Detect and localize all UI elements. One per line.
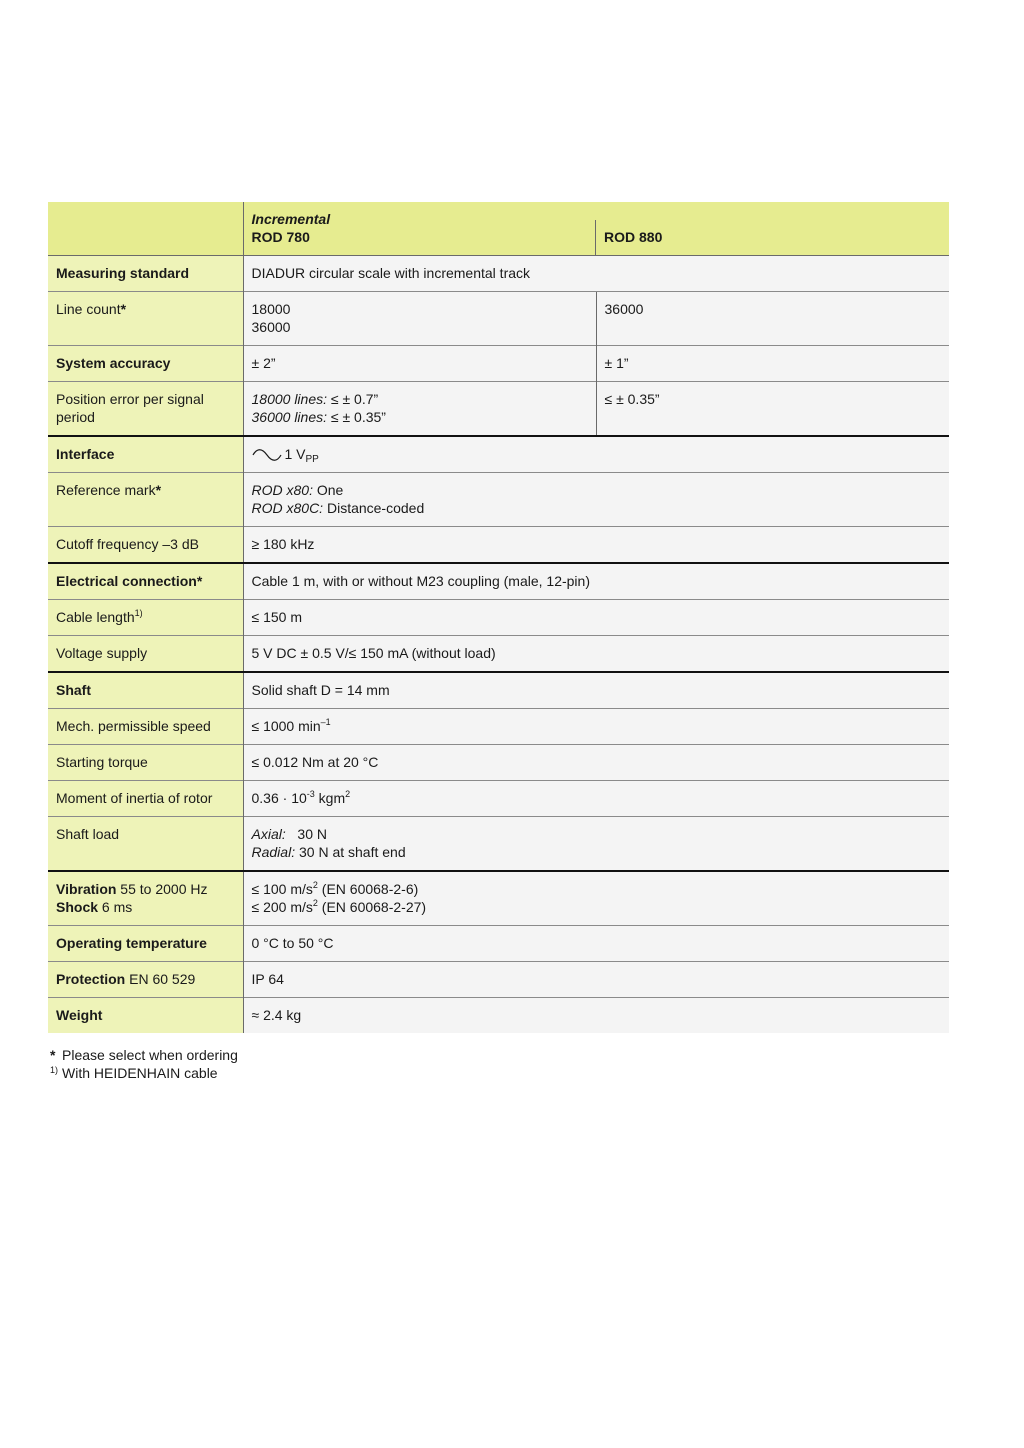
vibration-value-exp: 2 — [312, 880, 318, 890]
shaft-load-radial-value: 30 N at shaft end — [295, 844, 406, 860]
specifications-table — [48, 202, 949, 1033]
label-interface: Interface — [48, 436, 243, 473]
mech-speed-exponent: –1 — [320, 717, 331, 727]
label-electrical-connection-text: Electrical connection — [56, 573, 197, 589]
row-cable-length — [48, 600, 949, 636]
label-protection — [48, 962, 243, 998]
footnote-star-mark: * — [50, 1047, 56, 1063]
mech-speed-text: ≤ 1000 min — [251, 718, 321, 734]
header-divider — [595, 220, 596, 255]
label-cable-length — [48, 600, 243, 636]
position-error-line1-label: 18000 lines: — [251, 391, 328, 407]
reference-line1-value: One — [312, 482, 344, 498]
position-error-line1-value: ≤ ± 0.7” — [327, 391, 379, 407]
value-line-count-rod780 — [243, 292, 596, 346]
header-type: Incremental — [251, 211, 331, 227]
vibration-label: Vibration — [56, 881, 117, 897]
shock-value-exp: 2 — [312, 898, 318, 908]
header-empty-cell — [48, 202, 243, 256]
row-shaft-load — [48, 817, 949, 872]
row-electrical-connection — [48, 563, 949, 600]
protection-label: Protection — [56, 971, 126, 987]
protection-detail: EN 60 529 — [125, 971, 196, 987]
value-system-accuracy-rod880: ± 1” — [596, 346, 949, 382]
value-reference-mark — [243, 473, 949, 527]
label-line-count-text: Line count — [56, 301, 121, 317]
shock-detail: 6 ms — [98, 899, 133, 915]
reference-line2-value: Distance-coded — [323, 500, 425, 516]
label-system-accuracy: System accuracy — [48, 346, 243, 382]
label-electrical-connection — [48, 563, 243, 600]
row-protection — [48, 962, 949, 998]
row-mech-speed — [48, 709, 949, 745]
shaft-load-radial-label: Radial: — [251, 844, 296, 860]
label-starting-torque: Starting torque — [48, 745, 243, 781]
value-voltage-supply: 5 V DC ± 0.5 V/≤ 150 mA (without load) — [243, 636, 949, 673]
shock-value-b: (EN 60068-2-27) — [317, 899, 427, 915]
footnote-ref: 1) — [134, 608, 143, 618]
row-measuring-standard — [48, 256, 949, 292]
value-weight: ≈ 2.4 kg — [243, 998, 949, 1034]
position-error-line2-label: 36000 lines: — [251, 409, 328, 425]
reference-line1-label: ROD x80: — [251, 482, 313, 498]
value-shaft: Solid shaft D = 14 mm — [243, 672, 949, 709]
value-cutoff-frequency: ≥ 180 kHz — [243, 527, 949, 564]
label-weight: Weight — [48, 998, 243, 1034]
order-mark: * — [155, 482, 162, 498]
row-reference-mark — [48, 473, 949, 527]
value-protection: IP 64 — [243, 962, 949, 998]
value-electrical-connection: Cable 1 m, with or without M23 coupling (male, 12-pin) — [243, 563, 949, 600]
reference-line2-label: ROD x80C: — [251, 500, 324, 516]
value-line-count-rod780-1: 18000 — [251, 301, 291, 317]
order-mark: * — [120, 301, 127, 317]
inertia-text-b: kgm — [314, 790, 346, 806]
label-measuring-standard: Measuring standard — [48, 256, 243, 292]
value-moment-of-inertia — [243, 781, 949, 817]
label-cutoff-frequency: Cutoff frequency –3 dB — [48, 527, 243, 564]
footnote-star-text: Please select when ordering — [62, 1047, 238, 1063]
header-rod780-cell — [243, 202, 596, 256]
row-line-count — [48, 292, 949, 346]
label-operating-temperature: Operating temperature — [48, 926, 243, 962]
sine-wave-icon — [252, 449, 282, 461]
row-shaft — [48, 672, 949, 709]
label-position-error: Position error per signal period — [48, 382, 243, 437]
label-reference-mark — [48, 473, 243, 527]
label-cable-length-text: Cable length — [56, 609, 135, 625]
value-measuring-standard: DIADUR circular scale with incremental track — [243, 256, 949, 292]
order-mark: * — [196, 573, 203, 589]
value-system-accuracy-rod780: ± 2” — [243, 346, 596, 382]
footnote-one-text: With HEIDENHAIN cable — [62, 1065, 218, 1081]
interface-value-text: 1 V — [284, 446, 306, 462]
shaft-load-axial-label: Axial: — [251, 826, 286, 842]
value-vibration-shock — [243, 871, 949, 926]
footnote-cable: 1) With HEIDENHAIN cable — [50, 1065, 218, 1081]
shock-label: Shock — [56, 899, 99, 915]
position-error-line2-value: ≤ ± 0.35” — [327, 409, 386, 425]
vibration-value-b: (EN 60068-2-6) — [317, 881, 419, 897]
value-position-error-rod880: ≤ ± 0.35” — [596, 382, 949, 437]
label-shaft: Shaft — [48, 672, 243, 709]
row-starting-torque — [48, 745, 949, 781]
label-mech-speed: Mech. permissible speed — [48, 709, 243, 745]
value-interface — [243, 436, 949, 473]
label-voltage-supply: Voltage supply — [48, 636, 243, 673]
label-vibration-shock — [48, 871, 243, 926]
header-model-rod780: ROD 780 — [251, 229, 310, 245]
shaft-load-axial-value: 30 N — [285, 826, 327, 842]
label-reference-mark-text: Reference mark — [56, 482, 156, 498]
inertia-exponent-2: 2 — [345, 789, 351, 799]
label-line-count — [48, 292, 243, 346]
label-moment-of-inertia: Moment of inertia of rotor — [48, 781, 243, 817]
row-position-error — [48, 382, 949, 437]
value-line-count-rod880: 36000 — [596, 292, 949, 346]
header-rod880-cell — [596, 202, 949, 256]
row-vibration-shock — [48, 871, 949, 926]
interface-value-sub: PP — [305, 454, 319, 465]
footnotes — [50, 1046, 238, 1082]
row-moment-of-inertia — [48, 781, 949, 817]
row-system-accuracy — [48, 346, 949, 382]
inertia-exponent-1: -3 — [306, 789, 315, 799]
value-mech-speed — [243, 709, 949, 745]
value-line-count-rod780-2: 36000 — [251, 319, 291, 335]
vibration-value-a: ≤ 100 m/s — [251, 881, 313, 897]
inertia-text-a: 0.36 · 10 — [251, 790, 307, 806]
shock-value-a: ≤ 200 m/s — [251, 899, 313, 915]
value-starting-torque: ≤ 0.012 Nm at 20 °C — [243, 745, 949, 781]
row-voltage-supply — [48, 636, 949, 673]
row-interface — [48, 436, 949, 473]
row-cutoff-frequency — [48, 527, 949, 564]
value-cable-length: ≤ 150 m — [243, 600, 949, 636]
row-operating-temperature — [48, 926, 949, 962]
value-operating-temperature: 0 °C to 50 °C — [243, 926, 949, 962]
label-shaft-load: Shaft load — [48, 817, 243, 872]
header-model-rod880: ROD 880 — [604, 229, 663, 245]
row-weight — [48, 998, 949, 1034]
value-shaft-load — [243, 817, 949, 872]
vibration-detail: 55 to 2000 Hz — [116, 881, 208, 897]
footnote-order — [50, 1046, 238, 1064]
value-position-error-rod780 — [243, 382, 596, 437]
table-header-row — [48, 202, 949, 256]
